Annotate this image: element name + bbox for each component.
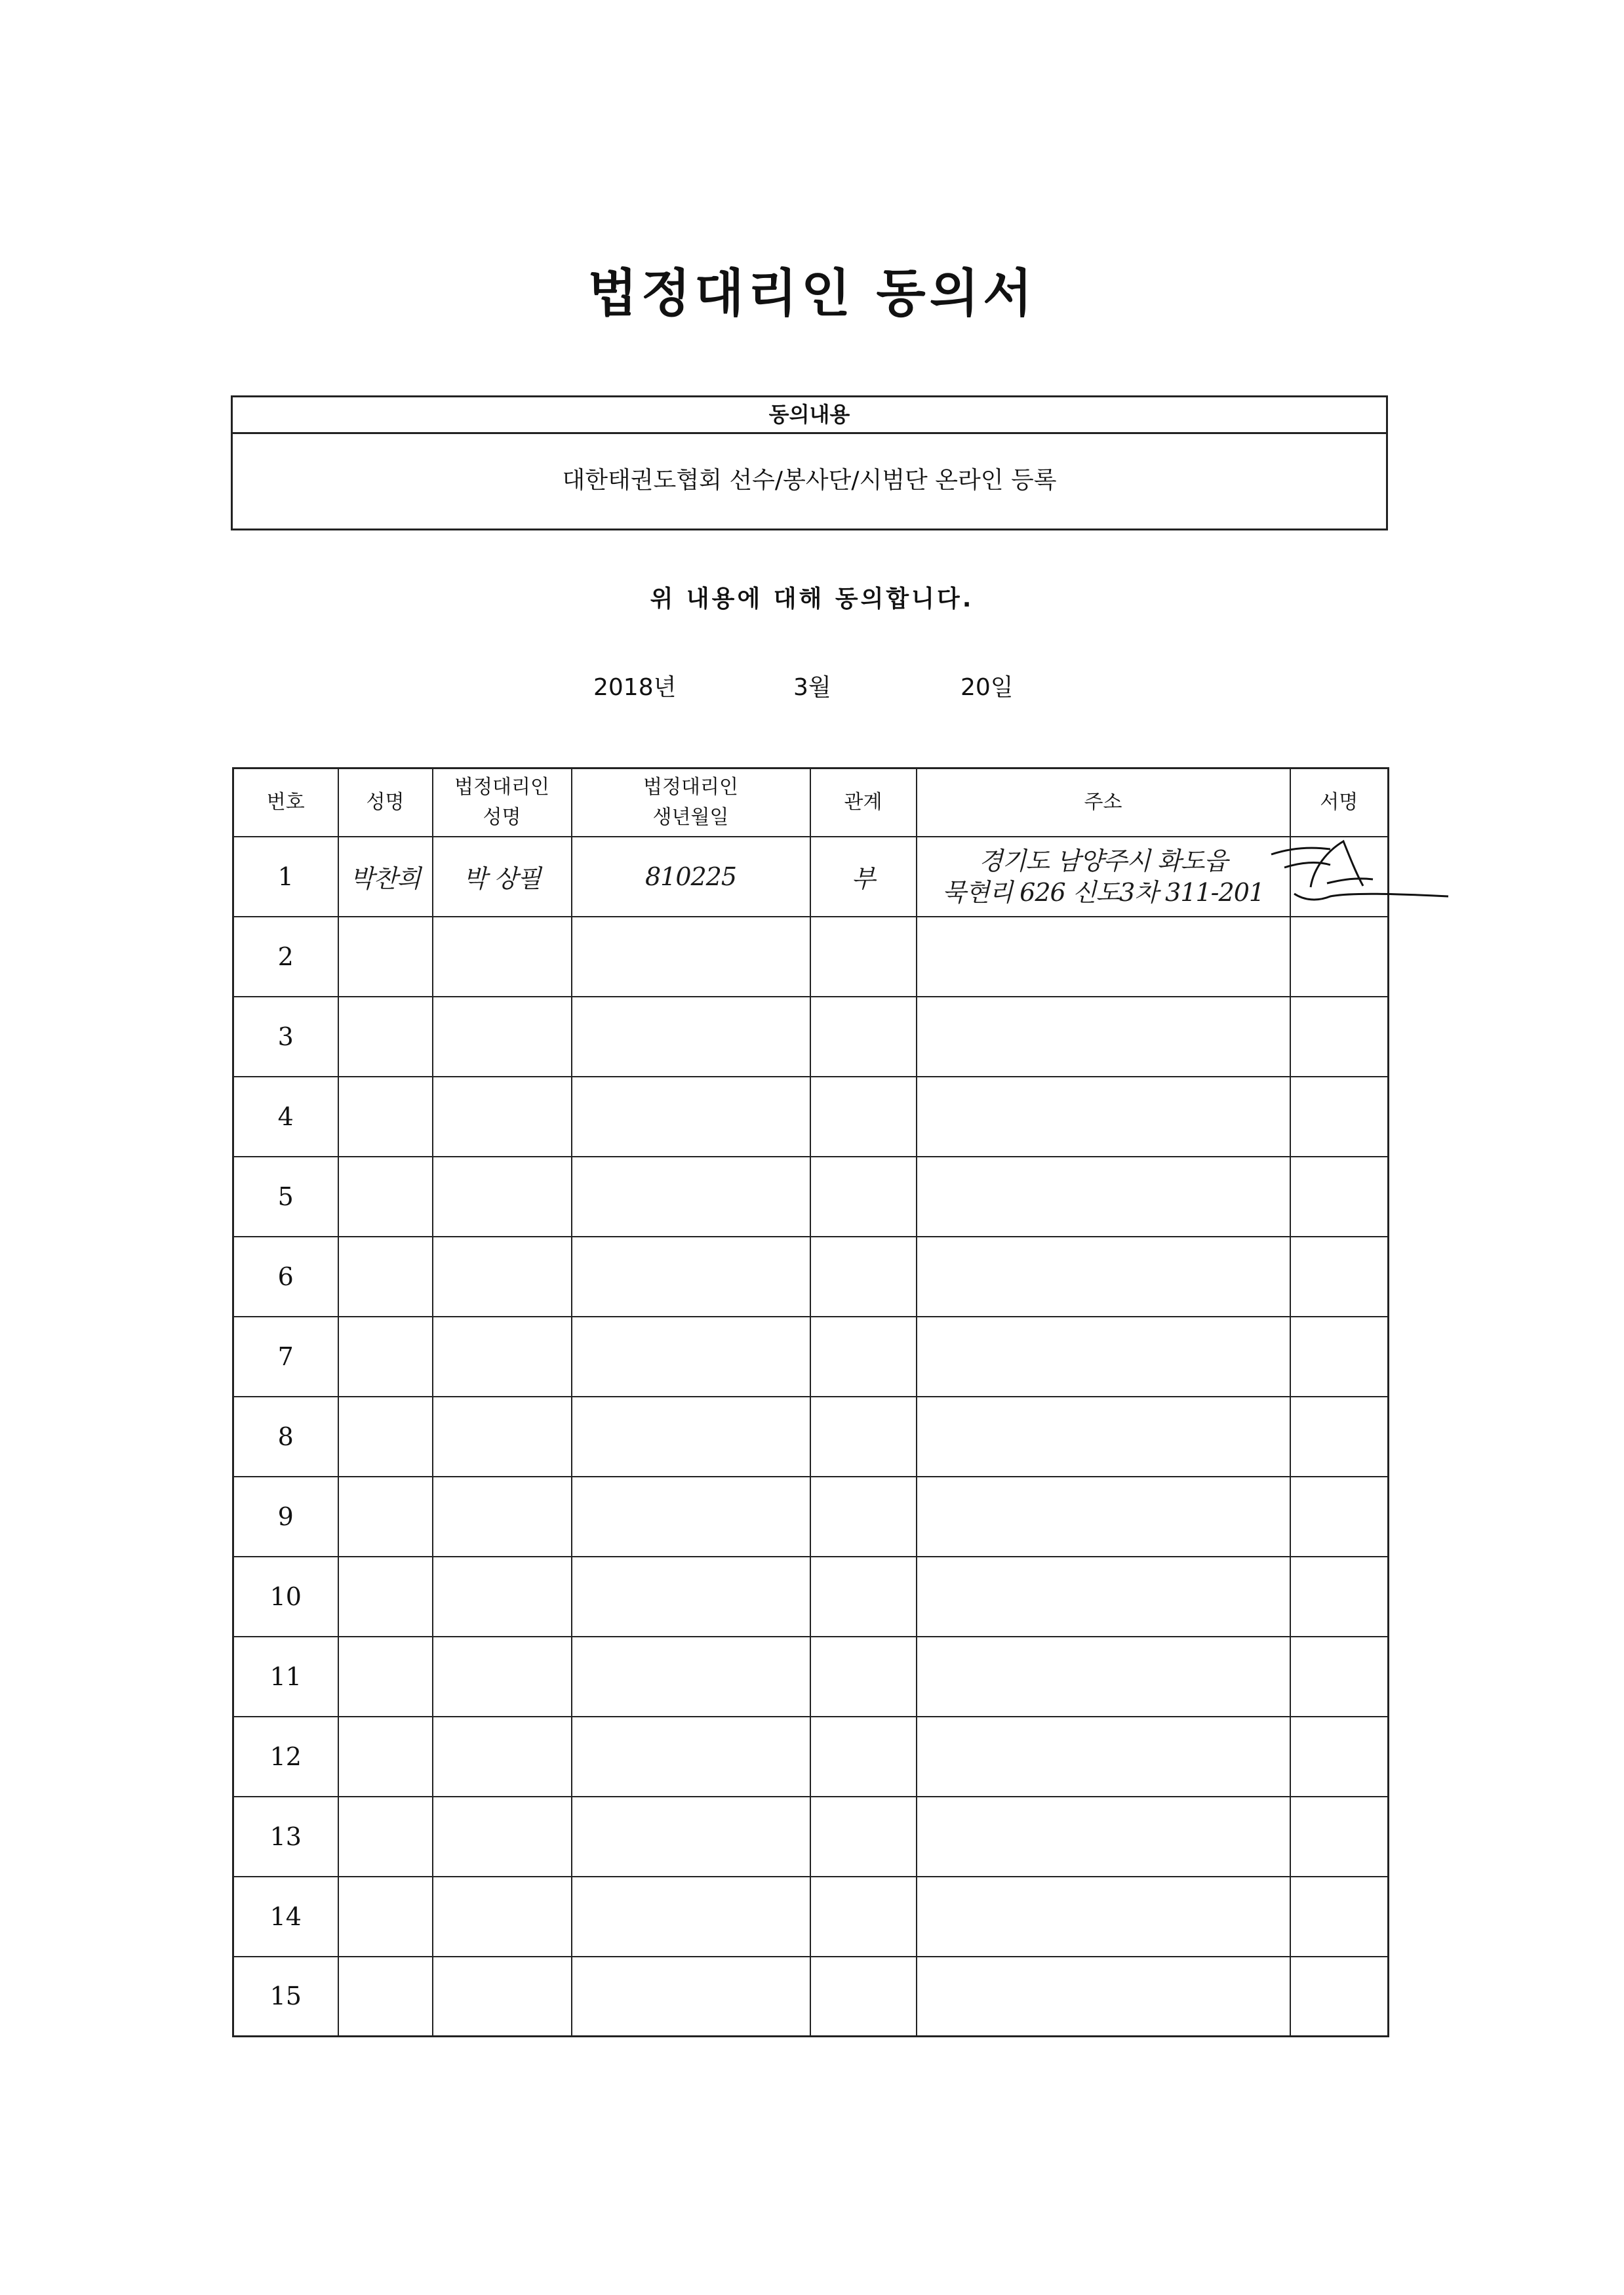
consent-box (231, 395, 1388, 530)
row-name (338, 1717, 433, 1797)
row-guardian-birth (572, 917, 810, 997)
table-row (233, 1557, 1389, 1637)
row-guardian-birth (572, 1317, 810, 1397)
row-address (917, 837, 1290, 917)
row-name (338, 1477, 433, 1557)
row-guardian-birth (572, 1077, 810, 1157)
row-number: 3 (233, 997, 338, 1077)
row-address (917, 1157, 1290, 1237)
row-guardian-name: 박 상필 (433, 837, 572, 917)
row-signature (1290, 1397, 1389, 1477)
row-number: 10 (233, 1557, 338, 1637)
row-name: 박찬희 (338, 837, 433, 917)
row-number: 4 (233, 1077, 338, 1157)
row-guardian-birth (572, 1877, 810, 1957)
row-relation (810, 1797, 917, 1877)
row-guardian-name (433, 1477, 572, 1557)
row-name (338, 1877, 433, 1957)
row-guardian-name (433, 1957, 572, 2037)
header-address: 주소 (917, 768, 1290, 837)
row-relation (810, 1557, 917, 1637)
address-line-1: 경기도 남양주시 화도읍 (978, 846, 1228, 875)
table-row (233, 1077, 1389, 1157)
row-signature (1290, 1157, 1389, 1237)
row-signature (1290, 1477, 1389, 1557)
table-row (233, 1877, 1389, 1957)
row-number: 15 (233, 1957, 338, 2037)
header-number: 번호 (233, 768, 338, 837)
row-address (917, 1797, 1290, 1877)
row-guardian-name (433, 1237, 572, 1317)
row-relation (810, 1237, 917, 1317)
address-line-2: 묵현리 626 신도3차 311-201 (941, 877, 1265, 907)
row-guardian-birth (572, 1957, 810, 2037)
row-guardian-birth (572, 1237, 810, 1317)
table-row (233, 917, 1389, 997)
row-name (338, 1157, 433, 1237)
row-address (917, 1877, 1290, 1957)
row-address (917, 917, 1290, 997)
row-signature (1290, 997, 1389, 1077)
row-guardian-name (433, 1077, 572, 1157)
row-name (338, 1957, 433, 2037)
row-relation (810, 997, 917, 1077)
row-guardian-birth: 810225 (572, 837, 810, 917)
row-number: 14 (233, 1877, 338, 1957)
row-number: 11 (233, 1637, 338, 1717)
header-guardian-birth: 법정대리인 생년월일 (572, 768, 810, 837)
table-row (233, 1317, 1389, 1397)
row-address (917, 1317, 1290, 1397)
row-guardian-name (433, 997, 572, 1077)
table-row (233, 997, 1389, 1077)
registration-table (232, 767, 1389, 2037)
row-signature (1290, 1877, 1389, 1957)
row-signature (1290, 1557, 1389, 1637)
row-address (917, 1557, 1290, 1637)
row-signature (1290, 1077, 1389, 1157)
row-guardian-name (433, 1557, 572, 1637)
row-address (917, 1957, 1290, 2037)
row-guardian-name (433, 1717, 572, 1797)
table-row (233, 1477, 1389, 1557)
row-signature (1290, 1237, 1389, 1317)
header-guardian-name: 법정대리인 성명 (433, 768, 572, 837)
row-number: 1 (233, 837, 338, 917)
consent-text: 대한태권도협회 선수/봉사단/시범단 온라인 등록 (562, 467, 1057, 494)
table-row (233, 1157, 1389, 1237)
row-guardian-name (433, 1877, 572, 1957)
row-name (338, 1397, 433, 1477)
consent-header: 동의내용 (233, 397, 1386, 434)
row-relation: 부 (810, 837, 917, 917)
date-day: 20일 (961, 674, 1014, 701)
row-signature (1290, 1637, 1389, 1717)
row-address (917, 1717, 1290, 1797)
table-row (233, 1797, 1389, 1877)
header-name: 성명 (338, 768, 433, 837)
row-name (338, 1637, 433, 1717)
row-relation (810, 1957, 917, 2037)
row-guardian-birth (572, 997, 810, 1077)
row-guardian-name (433, 1317, 572, 1397)
row-guardian-birth (572, 1717, 810, 1797)
row-signature (1290, 917, 1389, 997)
row-number: 13 (233, 1797, 338, 1877)
date-month: 3월 (793, 674, 831, 701)
header-signature: 서명 (1290, 768, 1389, 837)
row-signature (1290, 837, 1389, 917)
document-title: 법정대리인 동의서 (587, 264, 1037, 323)
row-guardian-birth (572, 1637, 810, 1717)
row-relation (810, 1397, 917, 1477)
row-signature (1290, 1797, 1389, 1877)
table-row (233, 1237, 1389, 1317)
row-address (917, 1637, 1290, 1717)
table-row (233, 1637, 1389, 1717)
table-row (233, 1957, 1389, 2037)
row-number: 5 (233, 1157, 338, 1237)
row-number: 9 (233, 1477, 338, 1557)
row-guardian-name (433, 1637, 572, 1717)
row-address (917, 1477, 1290, 1557)
row-guardian-birth (572, 1397, 810, 1477)
row-relation (810, 1637, 917, 1717)
row-address (917, 1077, 1290, 1157)
row-guardian-name (433, 1157, 572, 1237)
row-number: 12 (233, 1717, 338, 1797)
row-relation (810, 1317, 917, 1397)
row-signature (1290, 1317, 1389, 1397)
row-guardian-birth (572, 1477, 810, 1557)
table-row (233, 837, 1389, 917)
row-guardian-name (433, 1797, 572, 1877)
table-row (233, 1397, 1389, 1477)
row-number: 2 (233, 917, 338, 997)
row-name (338, 997, 433, 1077)
row-relation (810, 1077, 917, 1157)
row-signature (1290, 1957, 1389, 2037)
row-guardian-birth (572, 1157, 810, 1237)
row-name (338, 1237, 433, 1317)
row-address (917, 997, 1290, 1077)
row-address (917, 1237, 1290, 1317)
table-row (233, 1717, 1389, 1797)
row-relation (810, 1157, 917, 1237)
consent-statement: 위 내용에 대해 동의합니다. (650, 586, 974, 612)
row-name (338, 917, 433, 997)
row-guardian-birth (572, 1557, 810, 1637)
row-guardian-birth (572, 1797, 810, 1877)
row-number: 8 (233, 1397, 338, 1477)
table-header-row (233, 768, 1389, 837)
date-year: 2018년 (593, 674, 677, 701)
row-guardian-name (433, 917, 572, 997)
row-relation (810, 1877, 917, 1957)
row-number: 7 (233, 1317, 338, 1397)
header-relation: 관계 (810, 768, 917, 837)
handwritten-signature (1265, 828, 1455, 920)
row-relation (810, 917, 917, 997)
row-name (338, 1317, 433, 1397)
row-relation (810, 1717, 917, 1797)
row-name (338, 1557, 433, 1637)
row-name (338, 1077, 433, 1157)
row-guardian-name (433, 1397, 572, 1477)
row-relation (810, 1477, 917, 1557)
row-signature (1290, 1717, 1389, 1797)
row-name (338, 1797, 433, 1877)
row-number: 6 (233, 1237, 338, 1317)
row-address (917, 1397, 1290, 1477)
